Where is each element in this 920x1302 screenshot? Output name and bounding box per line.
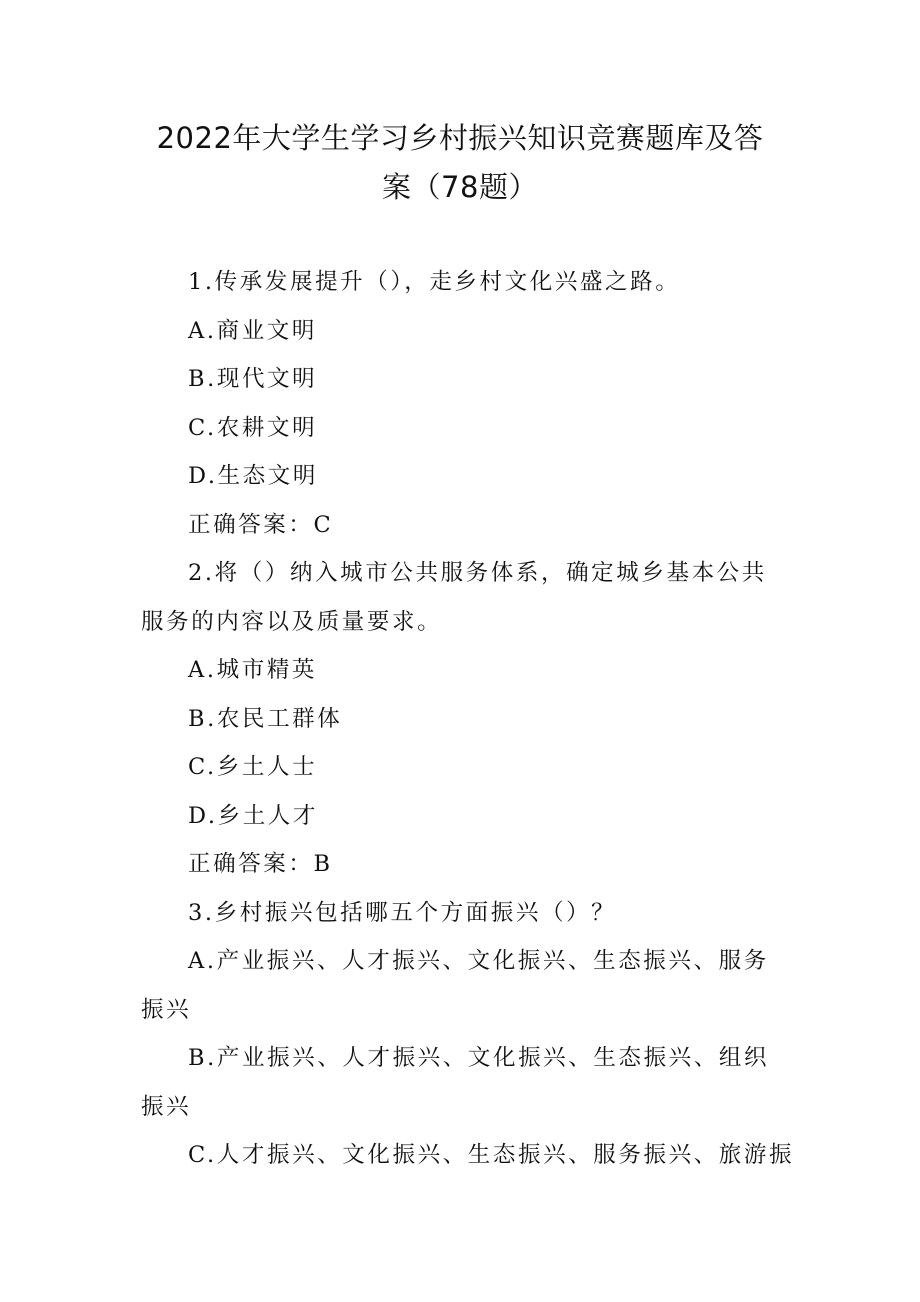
question-1-option-a: A.商业文明: [188, 317, 318, 344]
document-body: [141, 258, 795, 1180]
question-3-text: 3.乡村振兴包括哪五个方面振兴（）？: [188, 899, 617, 926]
question-1-text: 1.传承发展提升（），走乡村文化兴盛之路。: [188, 269, 681, 295]
document-title: [130, 114, 790, 212]
question-2-option-c: C.乡土人士: [188, 754, 318, 780]
question-2-option-b: B.农民工群体: [188, 705, 343, 732]
question-2-answer: 正确答案：B: [188, 851, 333, 877]
question-1-option-d: D.生态文明: [188, 463, 318, 489]
question-3-option-a: A.产业振兴、人才振兴、文化振兴、生态振兴、服务振兴: [141, 948, 769, 1023]
question-2-option-a: A.城市精英: [188, 657, 318, 683]
title-line-1: 2022年大学生学习乡村振兴知识竞赛题库及答: [156, 121, 764, 155]
question-1-option-b: B.现代文明: [188, 366, 318, 392]
question-3-option-c: C.人才振兴、文化振兴、生态振兴、服务振兴、旅游振: [188, 1142, 795, 1168]
question-1-option-c: C.农耕文明: [188, 414, 318, 441]
question-1-answer: 正确答案：C: [188, 511, 334, 538]
title-line-2: 案（78题）: [382, 170, 538, 204]
question-3-option-b: B.产业振兴、人才振兴、文化振兴、生态振兴、组织振兴: [141, 1045, 770, 1120]
question-2-option-d: D.乡土人才: [188, 802, 318, 829]
question-2-text: 2.将（）纳入城市公共服务体系，确定城乡基本公共服务的内容以及质量要求。: [141, 560, 767, 635]
